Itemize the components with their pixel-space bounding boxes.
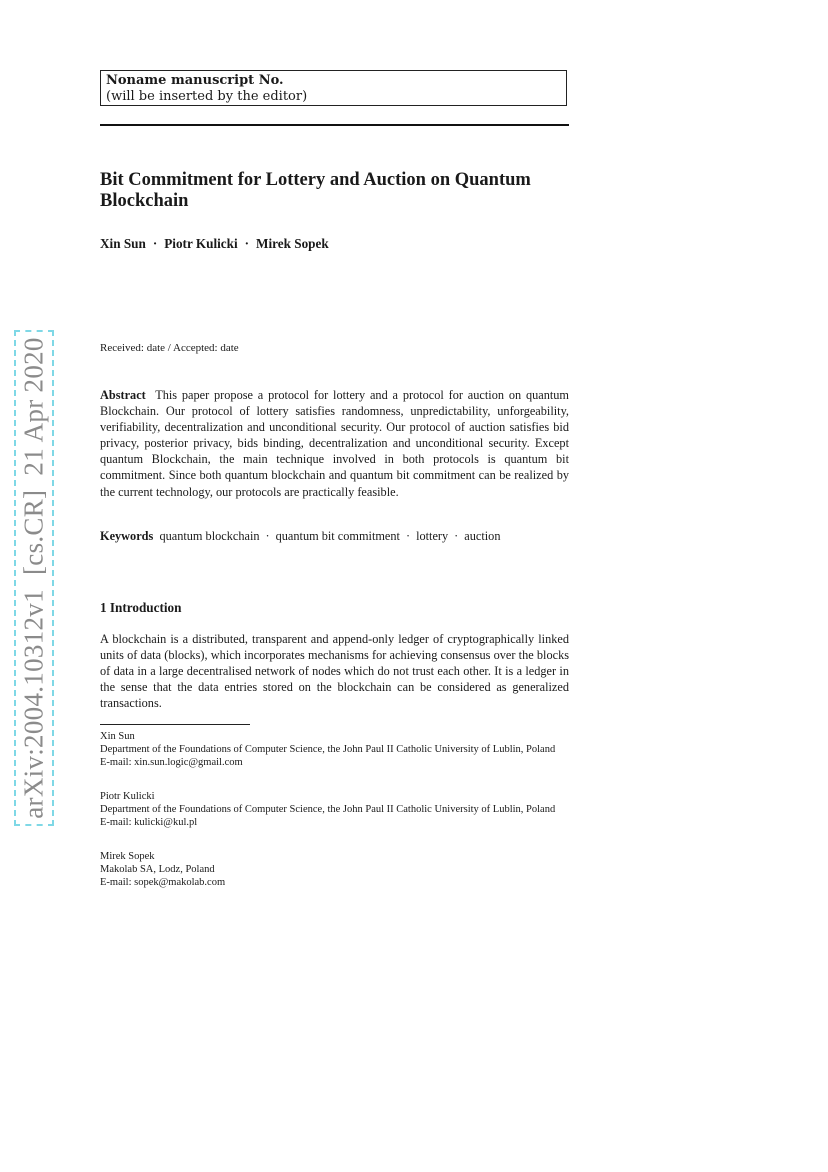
keyword-separator: · [454,529,459,543]
introduction-paragraph: A blockchain is a distributed, transparent and append-only ledger of cryptographically linked units of data (blocks), which incorporates mechanisms for achieving consensus over the blocks of data in a large decentralised network of nodes which do not trust each other. It is a ledger in the sense that the data entries stored on the blockchain can be considered as generalized transactions. [100,632,569,711]
author-name: Xin Sun [100,236,146,251]
keyword-separator: · [405,529,411,543]
affiliation-block [100,850,569,890]
keyword-item: lottery [416,529,449,543]
editor-note-box [100,70,567,106]
manuscript-number-line: Noname manuscript No. [106,73,284,88]
keywords-label: Keywords [100,529,154,543]
keywords [100,528,569,544]
affiliation-department: Makolab SA, Lodz, Poland [100,864,215,876]
affiliation-email: E-mail: sopek@makolab.com [100,877,226,889]
affiliation-email: E-mail: xin.sun.logic@gmail.com [100,757,243,769]
top-rule [100,124,569,126]
keyword-item: auction [464,529,501,543]
affiliation-block [100,730,569,770]
abstract-label: Abstract [100,388,146,402]
affiliation-department: Department of the Foundations of Computer Science, the John Paul II Catholic University of Lublin, Poland [100,744,556,756]
author-separator: · [152,236,158,251]
paper-title: Bit Commitment for Lottery and Auction on Quantum Blockchain [100,170,531,211]
editor-line: (will be inserted by the editor) [106,89,308,104]
arxiv-stamp [14,330,54,826]
affiliation-name: Xin Sun [100,731,135,742]
affiliation-name: Piotr Kulicki [100,791,155,802]
abstract [100,387,569,500]
affiliation-block [100,790,569,830]
keyword-separator: · [265,529,270,543]
arxiv-identifier: arXiv:2004.10312v1 [cs.CR] 21 Apr 2020 [18,337,49,819]
section-heading: 1 Introduction [100,600,182,615]
affiliation-name: Mirek Sopek [100,851,155,862]
received-date: Received: date / Accepted: date [100,342,239,354]
abstract-text: This paper propose a protocol for lottery and a protocol for auction on quantum Blockchain. Our protocol of lottery satisfies randomness, unpredictability, unforgeability, verifiability, decentralization and unconditional security. Our protocol of auction satisfies bid privacy, posterior privacy, bids binding, decentralization and unconditional security. Except quantum Blockchain, the main technique involved in both protocols is quantum bit commitment. Since both quantum blockchain and quantum bit commitment can be realized by the current technology, our protocols are practically feasible. [100,388,569,499]
keyword-item: quantum blockchain [159,529,260,543]
keyword-item: quantum bit commitment [275,529,400,543]
author-name: Mirek Sopek [256,236,329,251]
author-name: Piotr Kulicki [164,236,238,251]
affiliation-department: Department of the Foundations of Computer Science, the John Paul II Catholic University of Lublin, Poland [100,804,556,816]
author-separator: · [244,236,250,251]
author-list [100,236,329,252]
affiliation-email: E-mail: kulicki@kul.pl [100,817,198,829]
footnote-rule [100,724,250,725]
